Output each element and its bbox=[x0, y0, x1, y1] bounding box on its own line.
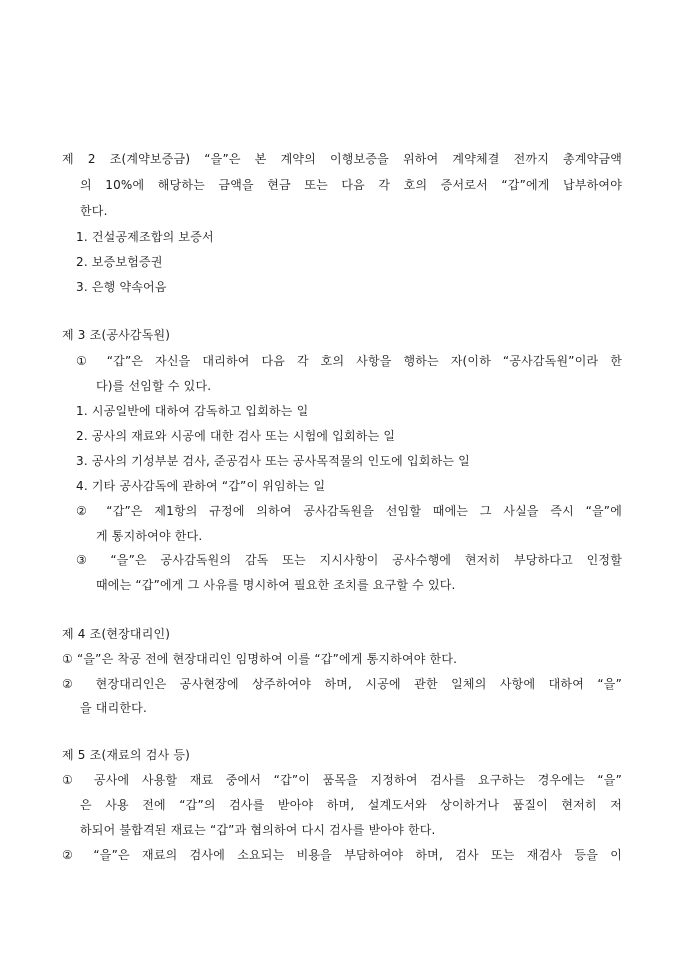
article-2-item-3: 3. 은행 약속어음 bbox=[76, 280, 167, 294]
article-4-para-2-line-2: 을 대리한다. bbox=[80, 701, 147, 715]
article-2-item-2: 2. 보증보험증권 bbox=[76, 255, 163, 269]
article-2-item-1: 1. 건설공제조합의 보증서 bbox=[76, 230, 214, 244]
article-3-para-2-line-2: 게 통지하여야 한다. bbox=[96, 529, 203, 543]
article-4-para-1: ① “을”은 착공 전에 현장대리인 임명하여 이를 “갑”에게 통지하여야 한다. bbox=[62, 652, 458, 666]
article-2-line-2: 의 10%에 해당하는 금액을 현금 또는 다음 각 호의 증서로서 “갑”에게 납부하여야 bbox=[80, 178, 622, 192]
article-4-para-2-line-1: ② 현장대리인은 공사현장에 상주하여야 하며, 시공에 관한 일체의 사항에 대하여 “을” bbox=[62, 677, 622, 691]
article-2-heading: 제 2 조(계약보증금) “을”은 본 계약의 이행보증을 위하여 계약체결 전까지 총계약금액 bbox=[62, 152, 622, 166]
article-3-para-3-line-2: 때에는 “갑”에게 그 사유를 명시하여 필요한 조치를 요구할 수 있다. bbox=[96, 578, 456, 592]
article-3-item-2: 2. 공사의 재료와 시공에 대한 검사 또는 시험에 입회하는 일 bbox=[76, 429, 396, 443]
article-5-para-1-line-1: ① 공사에 사용할 재료 중에서 “갑”이 품목을 지정하여 검사를 요구하는 경우에는 “을” bbox=[62, 773, 622, 787]
article-3-item-3: 3. 공사의 기성부분 검사, 준공검사 또는 공사목적물의 인도에 입회하는 일 bbox=[76, 454, 470, 468]
article-3-para-2-line-1: ② “갑”은 제1항의 규정에 의하여 공사감독원을 선임할 때에는 그 사실을 즉시 “을”에 bbox=[76, 504, 622, 518]
article-3-item-1: 1. 시공일반에 대하여 감독하고 입회하는 일 bbox=[76, 404, 309, 418]
article-5-heading: 제 5 조(재료의 검사 등) bbox=[62, 748, 190, 762]
article-4-heading: 제 4 조(현장대리인) bbox=[62, 627, 171, 641]
article-3-para-3-line-1: ③ “을”은 공사감독원의 감독 또는 지시사항이 공사수행에 현저히 부당하다고 인정할 bbox=[76, 553, 622, 567]
article-3-para-1-line-1: ① “갑”은 자신을 대리하여 다음 각 호의 사항을 행하는 자(이하 “공사감독원”이라 한 bbox=[76, 354, 622, 368]
article-5-para-2-line-1: ② “을”은 재료의 검사에 소요되는 비용을 부담하여야 하며, 검사 또는 재검사 등을 이 bbox=[62, 848, 622, 862]
article-5-para-1-line-3: 하되어 불합격된 재료는 “갑”과 협의하여 다시 검사를 받아야 한다. bbox=[80, 823, 436, 837]
article-5-para-1-line-2: 은 사용 전에 “갑”의 검사를 받아야 하며, 설계도서와 상이하거나 품질이 현저히 저 bbox=[80, 798, 622, 812]
article-3-heading: 제 3 조(공사감독원) bbox=[62, 328, 171, 342]
article-3-item-4: 4. 기타 공사감독에 관하여 “갑”이 위임하는 일 bbox=[76, 479, 326, 493]
article-2-line-3: 한다. bbox=[80, 204, 108, 218]
article-3-para-1-line-2: 다)를 선임할 수 있다. bbox=[96, 379, 212, 393]
